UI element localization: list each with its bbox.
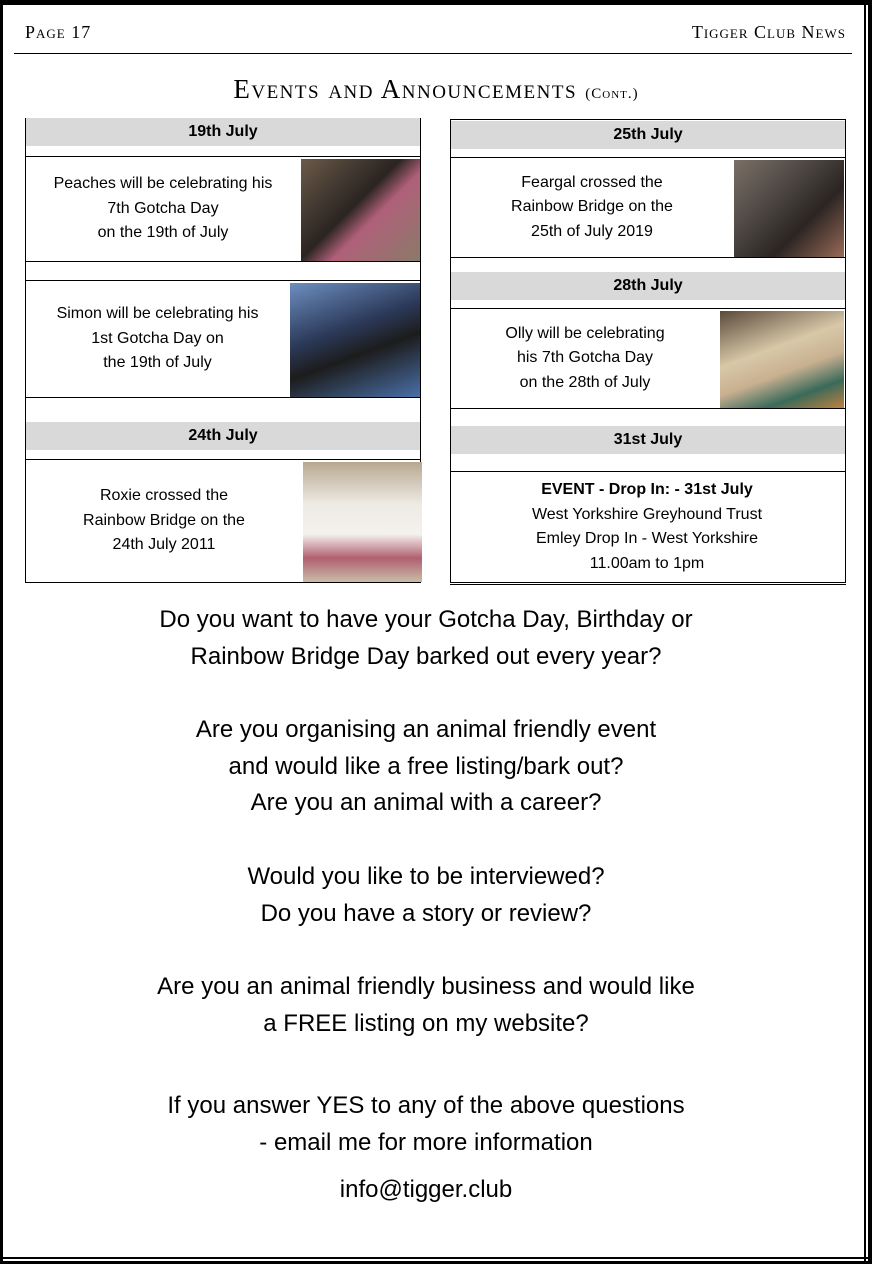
date-header: 24th July	[26, 422, 420, 450]
date-header: 25th July	[451, 121, 845, 149]
event-text: West Yorkshire Greyhound Trust Emley Drop In - West Yorkshire 11.00am to 1pm	[531, 505, 763, 572]
greyhound-photo	[734, 160, 844, 257]
left-events-column	[25, 118, 421, 582]
entry-text: Olly will be celebrating his 7th Gotcha Day on the 28th of July	[505, 324, 665, 391]
event-entry	[25, 156, 421, 262]
contact-email[interactable]: info@tigger.club	[339, 1176, 513, 1203]
page-number: Page 17	[25, 22, 92, 42]
whippet-photo	[720, 311, 844, 408]
question-block: Are you organising an animal friendly event and would like a free listing/bark out? Are you an animal with a career?	[195, 716, 657, 816]
question-block: If you answer YES to any of the above questions - email me for more information	[167, 1092, 685, 1156]
publication-name: Tigger Club News	[691, 22, 846, 42]
right-events-column	[450, 119, 846, 583]
question-block: Are you an animal friendly business and would like a FREE listing on my website?	[157, 973, 695, 1037]
entry-text: Simon will be celebrating his 1st Gotcha Day on the 19th of July	[56, 305, 259, 372]
date-header: 31st July	[451, 426, 845, 454]
event-entry	[25, 459, 421, 582]
question-block: Do you want to have your Gotcha Day, Birthday or Rainbow Bridge Day barked out every year?	[159, 606, 693, 670]
event-entry	[450, 471, 846, 585]
page-title	[0, 74, 872, 105]
event-entry	[450, 157, 846, 258]
dog-photo	[303, 462, 422, 582]
event-details	[450, 472, 844, 582]
entry-text: Peaches will be celebrating his 7th Gotcha Day on the 19th of July	[53, 175, 273, 242]
date-header: 19th July	[26, 118, 420, 146]
entry-text: Roxie crossed the Rainbow Bridge on the 24th July 2011	[83, 487, 245, 554]
title-main: Events and Announcements	[233, 74, 578, 104]
event-title: EVENT - Drop In: - 31st July	[541, 481, 753, 498]
question-block: Would you like to be interviewed? Do you have a story or review?	[247, 863, 605, 927]
page-border-bottom	[0, 1257, 872, 1259]
event-entry	[450, 308, 846, 409]
page-border-right-outer	[868, 0, 872, 1264]
page-border-right	[864, 0, 866, 1264]
date-header: 28th July	[451, 272, 845, 300]
greyhound-photo	[290, 283, 420, 397]
page-border-top	[0, 0, 872, 5]
title-suffix: (Cont.)	[585, 86, 639, 102]
left-column-bottom	[25, 582, 421, 583]
greyhound-photo	[301, 159, 420, 261]
header-divider	[14, 53, 852, 54]
event-entry	[25, 280, 421, 398]
entry-text: Feargal crossed the Rainbow Bridge on the 25th of July 2019	[511, 173, 673, 240]
